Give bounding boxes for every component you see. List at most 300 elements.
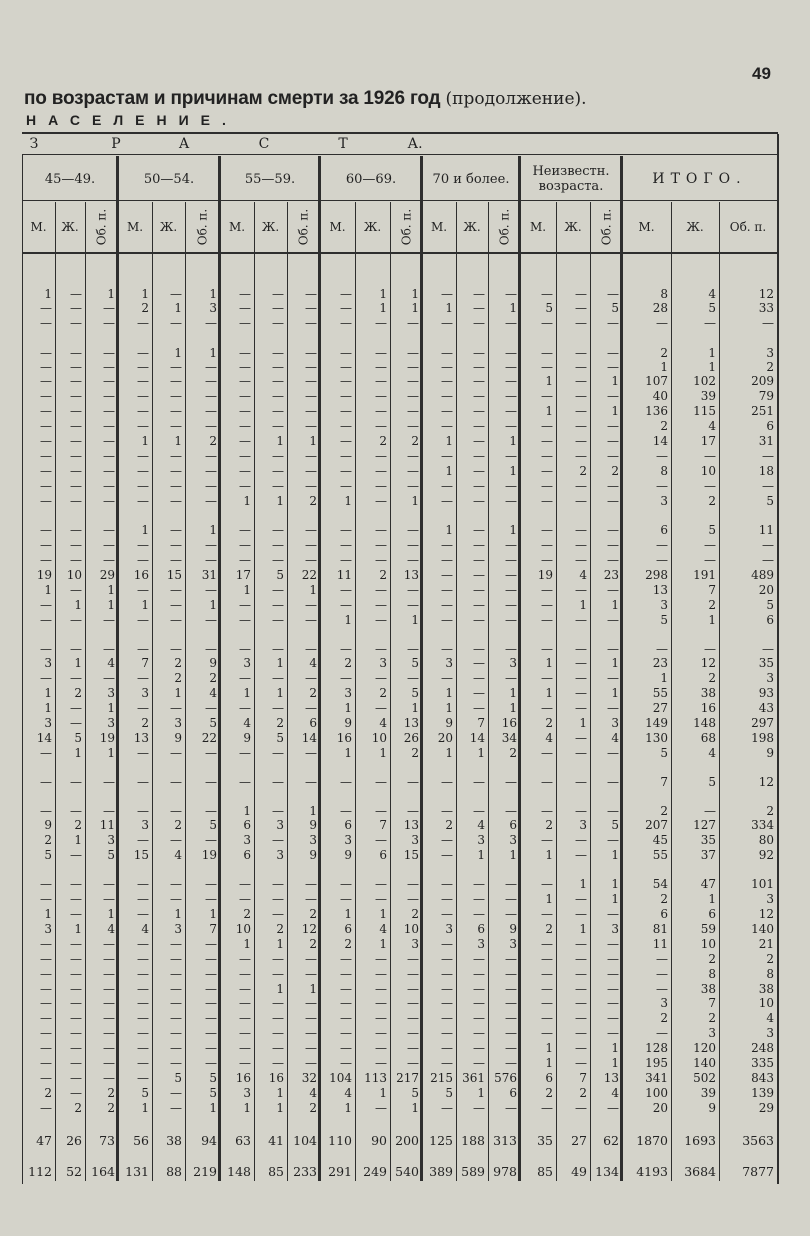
data-cell: —	[239, 316, 251, 330]
data-cell: —	[340, 1026, 352, 1040]
data-cell: 9	[209, 656, 217, 670]
data-cell: 4	[344, 1086, 352, 1100]
data-cell: —	[40, 360, 52, 374]
data-cell: 1	[107, 907, 115, 921]
total-cell: 233	[293, 1164, 317, 1179]
data-cell: —	[607, 907, 619, 921]
region-letter: Р	[111, 136, 121, 152]
data-cell: 2	[344, 937, 352, 951]
data-cell: 18	[758, 464, 774, 478]
data-cell: —	[239, 1041, 251, 1055]
data-cell: —	[575, 1056, 587, 1070]
data-cell: 2	[411, 907, 419, 921]
data-cell: —	[205, 1056, 217, 1070]
data-cell: —	[607, 360, 619, 374]
data-cell: 4	[107, 656, 115, 670]
data-cell: —	[473, 1056, 485, 1070]
data-cell: 3	[611, 716, 619, 730]
data-cell: 3	[766, 346, 774, 360]
column-header-label: М.	[228, 220, 246, 234]
data-cell: —	[505, 346, 517, 360]
data-cell: —	[205, 449, 217, 463]
data-cell: 2	[766, 952, 774, 966]
data-cell: —	[375, 404, 387, 418]
data-cell: 9	[309, 818, 317, 832]
data-cell: —	[473, 494, 485, 508]
data-cell: 100	[645, 1086, 668, 1100]
data-cell: —	[340, 287, 352, 301]
data-cell: 5	[209, 818, 217, 832]
data-cell: 32	[301, 1071, 317, 1085]
data-cell: 2	[309, 907, 317, 921]
data-cell: 3	[344, 686, 352, 700]
data-cell: —	[656, 1026, 668, 1040]
data-cell: 12	[758, 287, 774, 301]
data-cell: —	[205, 775, 217, 789]
data-cell: 3	[243, 656, 251, 670]
data-cell: 107	[645, 374, 668, 388]
data-cell: 195	[645, 1056, 668, 1070]
data-cell: —	[170, 775, 182, 789]
data-cell: —	[541, 952, 553, 966]
data-cell: 3	[509, 937, 517, 951]
column-header-label: Ж.	[363, 220, 382, 234]
data-cell: 2	[660, 892, 668, 906]
data-cell: —	[70, 671, 82, 685]
data-cell: —	[205, 804, 217, 818]
data-cell: —	[375, 982, 387, 996]
data-cell: 1	[509, 464, 517, 478]
data-cell: —	[103, 1026, 115, 1040]
data-cell: 37	[700, 848, 716, 862]
data-cell: 1	[44, 686, 52, 700]
data-cell: —	[541, 360, 553, 374]
data-cell: —	[473, 553, 485, 567]
data-cell: 3	[44, 922, 52, 936]
data-cell: 4	[611, 731, 619, 745]
data-cell: —	[205, 1041, 217, 1055]
data-cell: 1	[44, 583, 52, 597]
data-cell: 251	[751, 404, 774, 418]
data-cell: 17	[700, 434, 716, 448]
data-cell: —	[575, 746, 587, 760]
data-cell: 4	[611, 1086, 619, 1100]
data-cell: 9	[344, 848, 352, 862]
data-cell: 5	[545, 301, 553, 315]
total-cell: 52	[66, 1164, 82, 1179]
data-cell: —	[340, 434, 352, 448]
data-cell: —	[704, 316, 716, 330]
data-cell: —	[103, 346, 115, 360]
column-header	[22, 202, 55, 252]
data-cell: —	[473, 598, 485, 612]
total-cell: 249	[363, 1164, 387, 1179]
data-cell: 2	[276, 922, 284, 936]
data-cell: —	[505, 613, 517, 627]
data-cell: 3	[445, 656, 453, 670]
data-cell: —	[103, 671, 115, 685]
data-cell: 1	[107, 746, 115, 760]
data-cell: —	[340, 523, 352, 537]
data-cell: 2	[44, 833, 52, 847]
column-header-label: М.	[430, 220, 448, 234]
data-cell: 2	[545, 716, 553, 730]
data-cell: 15	[403, 848, 419, 862]
data-cell: —	[205, 701, 217, 715]
data-cell: —	[575, 538, 587, 552]
data-cell: —	[137, 982, 149, 996]
data-cell: —	[473, 686, 485, 700]
data-cell: —	[103, 1011, 115, 1025]
data-cell: 3	[579, 818, 587, 832]
data-cell: —	[505, 598, 517, 612]
data-cell: 4	[309, 1086, 317, 1100]
data-cell: —	[137, 553, 149, 567]
data-cell: —	[575, 775, 587, 789]
data-cell: 1	[74, 922, 82, 936]
data-cell: —	[340, 419, 352, 433]
data-cell: —	[704, 479, 716, 493]
data-cell: —	[607, 538, 619, 552]
data-cell: —	[375, 1011, 387, 1025]
data-cell: —	[305, 419, 317, 433]
data-cell: —	[272, 389, 284, 403]
data-cell: 2	[74, 818, 82, 832]
data-cell: —	[239, 346, 251, 360]
data-cell: 1	[545, 1041, 553, 1055]
data-cell: —	[375, 877, 387, 891]
data-cell: 1	[611, 877, 619, 891]
data-cell: 6	[545, 1071, 553, 1085]
data-cell: 31	[201, 568, 217, 582]
data-cell: 2	[708, 952, 716, 966]
data-cell: 2	[243, 907, 251, 921]
data-cell: —	[575, 1011, 587, 1025]
data-cell: —	[407, 583, 419, 597]
data-cell: 12	[758, 907, 774, 921]
data-cell: —	[340, 553, 352, 567]
data-cell: —	[170, 996, 182, 1010]
data-cell: —	[505, 907, 517, 921]
data-cell: —	[473, 538, 485, 552]
data-cell: —	[473, 996, 485, 1010]
data-cell: —	[473, 404, 485, 418]
data-cell: —	[70, 494, 82, 508]
data-cell: 5	[660, 613, 668, 627]
data-cell: 38	[700, 982, 716, 996]
data-cell: —	[70, 952, 82, 966]
data-cell: —	[441, 937, 453, 951]
data-cell: —	[575, 449, 587, 463]
data-cell: —	[305, 598, 317, 612]
data-cell: 1	[611, 892, 619, 906]
data-cell: 10	[66, 568, 82, 582]
data-cell: 2	[545, 922, 553, 936]
column-header-label: Об. п.	[195, 208, 210, 246]
data-cell: 81	[652, 922, 668, 936]
data-cell: —	[375, 701, 387, 715]
data-cell: —	[407, 346, 419, 360]
total-cell: 3563	[742, 1133, 774, 1148]
data-cell: —	[473, 952, 485, 966]
data-cell: —	[137, 892, 149, 906]
data-cell: —	[441, 775, 453, 789]
data-cell: 12	[700, 656, 716, 670]
data-cell: —	[375, 523, 387, 537]
data-cell: —	[473, 1011, 485, 1025]
data-cell: —	[473, 346, 485, 360]
data-cell: —	[505, 419, 517, 433]
data-cell: —	[407, 479, 419, 493]
data-cell: —	[541, 937, 553, 951]
data-cell: —	[505, 316, 517, 330]
data-cell: —	[607, 389, 619, 403]
data-cell: —	[205, 982, 217, 996]
column-header-rule	[22, 252, 778, 254]
data-cell: —	[239, 301, 251, 315]
data-cell: —	[575, 937, 587, 951]
data-cell: —	[607, 287, 619, 301]
data-cell: —	[541, 1101, 553, 1115]
data-cell: —	[70, 434, 82, 448]
data-cell: 3	[477, 833, 485, 847]
data-cell: —	[473, 287, 485, 301]
data-cell: 1	[445, 464, 453, 478]
data-cell: 10	[371, 731, 387, 745]
data-cell: —	[441, 287, 453, 301]
data-cell: 8	[660, 464, 668, 478]
data-cell: —	[762, 316, 774, 330]
data-cell: —	[505, 583, 517, 597]
data-cell: —	[272, 642, 284, 656]
data-cell: —	[272, 746, 284, 760]
data-cell: —	[575, 360, 587, 374]
data-cell: —	[70, 967, 82, 981]
data-cell: 2	[660, 804, 668, 818]
data-cell: 1	[545, 848, 553, 862]
data-cell: —	[575, 642, 587, 656]
data-cell: —	[103, 804, 115, 818]
data-cell: —	[575, 613, 587, 627]
data-cell: —	[375, 1041, 387, 1055]
data-cell: —	[137, 804, 149, 818]
data-cell: 1	[611, 656, 619, 670]
data-cell: 1	[509, 301, 517, 315]
data-cell: —	[40, 642, 52, 656]
data-cell: —	[340, 464, 352, 478]
data-cell: —	[473, 877, 485, 891]
data-cell: 4	[107, 922, 115, 936]
data-cell: —	[541, 996, 553, 1010]
data-cell: —	[575, 996, 587, 1010]
data-cell: 2	[766, 360, 774, 374]
data-cell: —	[505, 538, 517, 552]
data-cell: —	[407, 804, 419, 818]
data-cell: —	[407, 464, 419, 478]
data-cell: —	[70, 877, 82, 891]
data-cell: 6	[379, 848, 387, 862]
data-cell: —	[272, 553, 284, 567]
data-cell: 1	[445, 701, 453, 715]
data-cell: —	[40, 316, 52, 330]
column-header	[152, 202, 185, 252]
data-cell: 5	[766, 598, 774, 612]
data-cell: 7	[579, 1071, 587, 1085]
data-cell: —	[170, 746, 182, 760]
data-cell: 130	[645, 731, 668, 745]
data-cell: —	[473, 523, 485, 537]
data-cell: —	[40, 1101, 52, 1115]
data-cell: —	[205, 1011, 217, 1025]
data-cell: —	[40, 996, 52, 1010]
column-header-label: Об. п.	[399, 208, 414, 246]
data-cell: 1	[107, 583, 115, 597]
data-cell: —	[375, 464, 387, 478]
data-cell: —	[575, 287, 587, 301]
data-cell: 1	[545, 686, 553, 700]
data-cell: —	[239, 746, 251, 760]
data-cell: 334	[751, 818, 774, 832]
total-cell: 85	[268, 1164, 284, 1179]
data-cell: —	[239, 1011, 251, 1025]
data-cell: 1	[344, 613, 352, 627]
data-cell: 20	[652, 1101, 668, 1115]
data-cell: —	[340, 952, 352, 966]
data-cell: —	[239, 523, 251, 537]
data-cell: 4	[579, 568, 587, 582]
data-cell: —	[272, 1056, 284, 1070]
column-header	[118, 202, 152, 252]
data-cell: 12	[301, 922, 317, 936]
data-cell: —	[340, 389, 352, 403]
data-cell: 38	[700, 686, 716, 700]
data-cell: —	[170, 374, 182, 388]
data-cell: —	[239, 642, 251, 656]
data-cell: 1	[611, 1041, 619, 1055]
data-cell: —	[40, 1041, 52, 1055]
data-cell: —	[70, 996, 82, 1010]
data-cell: —	[340, 804, 352, 818]
data-cell: —	[70, 523, 82, 537]
data-cell: 3	[411, 833, 419, 847]
data-cell: 2	[309, 1101, 317, 1115]
data-cell: 1	[477, 1086, 485, 1100]
data-cell: 3	[309, 833, 317, 847]
data-cell: 1	[445, 301, 453, 315]
page-title	[24, 88, 587, 110]
data-cell: —	[407, 523, 419, 537]
data-cell: 1	[276, 494, 284, 508]
total-cell: 978	[493, 1164, 517, 1179]
data-cell: 1	[209, 1101, 217, 1115]
data-cell: —	[137, 877, 149, 891]
data-cell: 2	[579, 464, 587, 478]
data-cell: —	[575, 1101, 587, 1115]
data-cell: —	[40, 952, 52, 966]
data-cell: —	[407, 775, 419, 789]
data-cell: 3	[174, 922, 182, 936]
data-cell: —	[170, 613, 182, 627]
right-border	[777, 134, 779, 1184]
data-cell: —	[305, 538, 317, 552]
data-cell: —	[505, 1011, 517, 1025]
data-cell: —	[305, 892, 317, 906]
data-cell: 2	[379, 686, 387, 700]
data-cell: —	[103, 316, 115, 330]
column-header-label: Ж.	[159, 220, 178, 234]
data-cell: —	[70, 716, 82, 730]
column-header	[220, 202, 254, 252]
data-cell: 9	[766, 746, 774, 760]
data-cell: —	[473, 967, 485, 981]
column-header-label: М.	[126, 220, 144, 234]
data-cell: —	[541, 583, 553, 597]
data-cell: 1	[509, 686, 517, 700]
data-cell: —	[170, 1056, 182, 1070]
data-cell: 2	[309, 494, 317, 508]
data-cell: —	[575, 419, 587, 433]
data-cell: —	[704, 538, 716, 552]
data-cell: 3	[107, 686, 115, 700]
data-cell: —	[407, 553, 419, 567]
data-cell: 2	[708, 1011, 716, 1025]
data-cell: 1	[44, 701, 52, 715]
data-cell: —	[239, 1026, 251, 1040]
data-cell: —	[375, 538, 387, 552]
total-cell: 4193	[636, 1164, 668, 1179]
data-cell: —	[541, 523, 553, 537]
data-cell: —	[305, 1026, 317, 1040]
data-cell: —	[656, 538, 668, 552]
data-cell: —	[40, 804, 52, 818]
data-cell: —	[70, 701, 82, 715]
data-cell: 59	[700, 922, 716, 936]
data-cell: 79	[758, 389, 774, 403]
total-cell: 200	[395, 1133, 419, 1148]
data-cell: —	[407, 892, 419, 906]
data-cell: 1	[74, 746, 82, 760]
total-cell: 90	[371, 1133, 387, 1148]
data-cell: 209	[751, 374, 774, 388]
data-cell: 1	[509, 523, 517, 537]
data-cell: —	[305, 464, 317, 478]
data-cell: 5	[660, 746, 668, 760]
data-cell: 3	[174, 716, 182, 730]
data-cell: —	[103, 613, 115, 627]
data-cell: —	[505, 877, 517, 891]
data-cell: 92	[758, 848, 774, 862]
data-cell: —	[239, 598, 251, 612]
data-cell: 1	[344, 907, 352, 921]
data-cell: 576	[494, 1071, 517, 1085]
data-cell: —	[407, 1041, 419, 1055]
data-cell: 19	[537, 568, 553, 582]
data-cell: 39	[700, 389, 716, 403]
data-cell: —	[375, 479, 387, 493]
data-cell: 22	[201, 731, 217, 745]
data-cell: —	[505, 404, 517, 418]
data-cell: 217	[396, 1071, 419, 1085]
data-cell: —	[103, 642, 115, 656]
data-cell: —	[205, 538, 217, 552]
data-cell: —	[40, 538, 52, 552]
data-cell: —	[656, 316, 668, 330]
column-header-label: Ж.	[564, 220, 582, 234]
data-cell: 1	[174, 301, 182, 315]
data-cell: 5	[44, 848, 52, 862]
column-header-label: Об. п.	[729, 220, 767, 234]
total-cell: 148	[227, 1164, 251, 1179]
